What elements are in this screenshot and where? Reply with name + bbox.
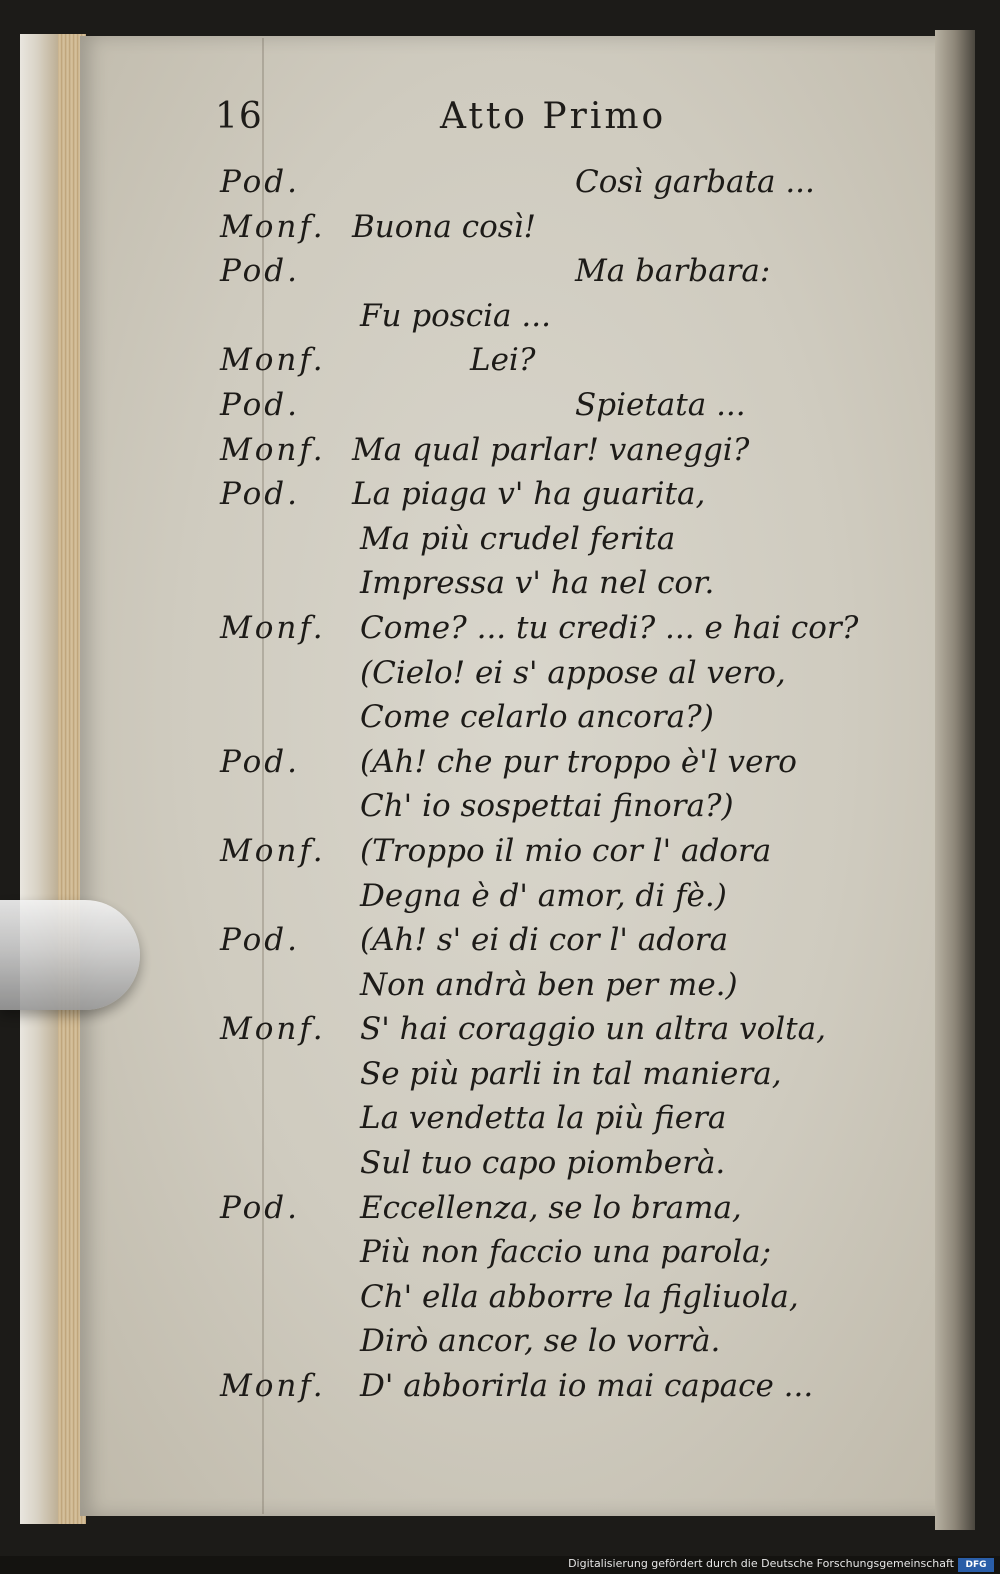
dialogue-line <box>220 1275 940 1320</box>
verse-text: Ma più crudel ferita <box>360 520 676 557</box>
dialogue-line <box>220 472 940 517</box>
speaker-label: Monf. <box>220 342 326 379</box>
speaker-label: Pod. <box>220 164 300 200</box>
verse-text: Fu poscia ... <box>360 297 551 334</box>
speaker-label: Pod. <box>220 922 300 959</box>
dialogue-line <box>220 1319 940 1364</box>
verse-text: La vendetta la più fiera <box>360 1100 727 1137</box>
speaker-label: Pod. <box>220 1189 300 1226</box>
running-head: Atto Primo <box>440 96 667 137</box>
verse-text: Più non faccio una parola; <box>360 1234 772 1271</box>
dialogue-line <box>220 428 940 473</box>
dialogue-line <box>220 561 940 606</box>
verse-text: Sul tuo capo piomberà. <box>360 1145 726 1182</box>
verse-text: Impressa v' ha nel cor. <box>360 565 715 602</box>
speaker-label: Monf. <box>220 208 326 245</box>
dialogue-line <box>220 338 940 383</box>
speaker-label: Pod. <box>220 743 300 780</box>
footer-credit: Digitalisierung gefördert durch die Deutsche Forschungsgemeinschaft <box>568 1557 954 1570</box>
verse-text: Lei? <box>470 342 536 379</box>
dialogue-line <box>220 249 940 294</box>
dialogue-line <box>220 383 940 428</box>
verse-text: Degna è d' amor, di fè.) <box>360 877 727 914</box>
verse-text: Ch' ella abborre la figliuola, <box>360 1278 799 1315</box>
dialogue-line <box>220 517 940 562</box>
verse-text: Spietata ... <box>575 386 746 423</box>
dialogue-line <box>220 740 940 785</box>
dialogue-line <box>220 651 940 696</box>
dialogue-line <box>220 1230 940 1275</box>
book-edge <box>20 34 62 1524</box>
verse-text: Come? ... tu credi? ... e hai cor? <box>360 609 859 646</box>
dialogue-line <box>220 874 940 919</box>
verse-text: Ma qual parlar! vaneggi? <box>352 431 750 468</box>
book-gutter <box>935 30 975 1530</box>
dialogue-line <box>220 829 940 874</box>
dialogue-line <box>220 1186 940 1231</box>
dialogue-line <box>220 160 940 205</box>
verse-text: Ma barbara: <box>575 253 771 290</box>
verse-text: Eccellenza, se lo brama, <box>360 1189 742 1226</box>
dialogue-line <box>220 1096 940 1141</box>
speaker-label: Pod. <box>220 476 300 513</box>
verse-text: Buona così! <box>352 208 537 245</box>
verse-text: (Troppo il mio cor l' adora <box>360 832 772 869</box>
verse-text: Come celarlo ancora?) <box>360 699 714 736</box>
footer-bar <box>0 1556 1000 1574</box>
dialogue-line <box>220 294 940 339</box>
verse-text: Ch' io sospettai finora?) <box>360 788 734 825</box>
speaker-label: Pod. <box>220 253 300 290</box>
speaker-label: Monf. <box>220 431 326 468</box>
dfg-logo: DFG <box>958 1558 994 1572</box>
dialogue-line <box>220 695 940 740</box>
verse-text: Così garbata ... <box>575 164 815 200</box>
speaker-label: Monf. <box>220 1368 326 1405</box>
dialogue-line <box>220 963 940 1008</box>
dialogue-line <box>220 918 940 963</box>
dialogue-line <box>220 1052 940 1097</box>
verse-text: Dirò ancor, se lo vorrà. <box>360 1323 721 1360</box>
verse-text: D' abborirla io mai capace ... <box>360 1368 814 1405</box>
verse-text: (Ah! che pur troppo è'l vero <box>360 743 797 780</box>
dialogue-line <box>220 606 940 651</box>
verse-text: S' hai coraggio un altra volta, <box>360 1011 826 1048</box>
speaker-label: Monf. <box>220 832 326 869</box>
dialogue-line <box>220 784 940 829</box>
dialogue-line <box>220 1141 940 1186</box>
page-clip <box>0 900 140 1010</box>
page-header <box>215 96 815 146</box>
verse-text: La piaga v' ha guarita, <box>352 476 706 513</box>
speaker-label: Monf. <box>220 609 326 646</box>
speaker-label: Monf. <box>220 1011 326 1048</box>
page-number: 16 <box>215 96 263 137</box>
verse-text: Se più parli in tal maniera, <box>360 1055 782 1092</box>
verse-text: (Ah! s' ei di cor l' adora <box>360 922 729 959</box>
verse-text: (Cielo! ei s' appose al vero, <box>360 654 786 691</box>
verse-text: Non andrà ben per me.) <box>360 966 738 1003</box>
dialogue-line <box>220 205 940 250</box>
dialogue-text <box>220 160 940 1409</box>
dialogue-line <box>220 1364 940 1409</box>
speaker-label: Pod. <box>220 386 300 423</box>
dialogue-line <box>220 1007 940 1052</box>
